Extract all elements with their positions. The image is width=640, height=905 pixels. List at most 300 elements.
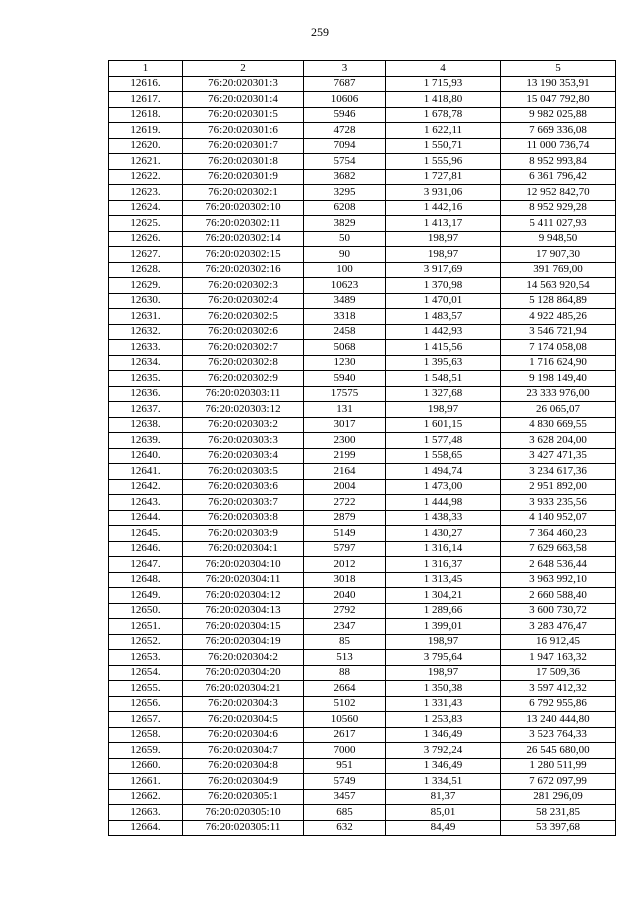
table-row [109,278,616,294]
row-number-cell: 12624. [109,200,183,216]
specific-value-cell: 1 555,96 [386,154,501,170]
table-row [109,526,616,542]
cadastral-value-cell: 26 545 680,00 [501,743,616,759]
area-cell: 5068 [304,340,386,356]
area-cell: 50 [304,231,386,247]
table-row [109,231,616,247]
specific-value-cell: 1 327,68 [386,386,501,402]
cadastral-number-cell: 76:20:020303:8 [183,510,304,526]
specific-value-cell: 1 715,93 [386,76,501,92]
cadastral-value-cell: 7 174 058,08 [501,340,616,356]
cadastral-value-cell: 8 952 929,28 [501,200,616,216]
table-row [109,216,616,232]
area-cell: 513 [304,650,386,666]
cadastral-value-cell: 13 240 444,80 [501,712,616,728]
table-row [109,634,616,650]
specific-value-cell: 1 370,98 [386,278,501,294]
cadastral-number-cell: 76:20:020304:20 [183,665,304,681]
row-number-cell: 12638. [109,417,183,433]
cadastral-value-cell: 15 047 792,80 [501,92,616,108]
specific-value-cell: 1 350,38 [386,681,501,697]
cadastral-number-cell: 76:20:020302:15 [183,247,304,263]
specific-value-cell: 84,49 [386,820,501,836]
cadastral-number-cell: 76:20:020303:7 [183,495,304,511]
specific-value-cell: 1 442,93 [386,324,501,340]
table-row [109,572,616,588]
area-cell: 10606 [304,92,386,108]
cadastral-value-cell: 1 716 624,90 [501,355,616,371]
specific-value-cell: 1 316,37 [386,557,501,573]
cadastral-number-cell: 76:20:020304:6 [183,727,304,743]
table-row [109,650,616,666]
cadastral-value-cell: 23 333 976,00 [501,386,616,402]
row-number-cell: 12663. [109,805,183,821]
specific-value-cell: 85,01 [386,805,501,821]
cadastral-value-cell: 6 792 955,86 [501,696,616,712]
specific-value-cell: 1 334,51 [386,774,501,790]
cadastral-number-cell: 76:20:020301:6 [183,123,304,139]
table-row [109,619,616,635]
column-header-5: 5 [501,61,616,77]
area-cell: 17575 [304,386,386,402]
area-cell: 5797 [304,541,386,557]
area-cell: 100 [304,262,386,278]
table-row [109,789,616,805]
row-number-cell: 12633. [109,340,183,356]
cadastral-value-cell: 5 128 864,89 [501,293,616,309]
header-row [109,61,616,77]
area-cell: 2617 [304,727,386,743]
cadastral-number-cell: 76:20:020304:12 [183,588,304,604]
row-number-cell: 12647. [109,557,183,573]
cadastral-value-cell: 4 140 952,07 [501,510,616,526]
row-number-cell: 12626. [109,231,183,247]
area-cell: 5940 [304,371,386,387]
area-cell: 2300 [304,433,386,449]
row-number-cell: 12648. [109,572,183,588]
cadastral-number-cell: 76:20:020302:16 [183,262,304,278]
cadastral-number-cell: 76:20:020305:1 [183,789,304,805]
cadastral-value-cell: 58 231,85 [501,805,616,821]
specific-value-cell: 1 622,11 [386,123,501,139]
specific-value-cell: 1 316,14 [386,541,501,557]
specific-value-cell: 198,97 [386,402,501,418]
cadastral-value-cell: 3 546 721,94 [501,324,616,340]
table-row [109,402,616,418]
row-number-cell: 12646. [109,541,183,557]
row-number-cell: 12634. [109,355,183,371]
row-number-cell: 12657. [109,712,183,728]
area-cell: 6208 [304,200,386,216]
row-number-cell: 12656. [109,696,183,712]
table-row [109,448,616,464]
cadastral-value-cell: 26 065,07 [501,402,616,418]
table-row [109,185,616,201]
table-header [109,61,616,77]
table-row [109,324,616,340]
table-row [109,464,616,480]
cadastral-value-table [108,60,616,836]
specific-value-cell: 1 430,27 [386,526,501,542]
table-row [109,696,616,712]
cadastral-number-cell: 76:20:020305:11 [183,820,304,836]
cadastral-number-cell: 76:20:020304:15 [183,619,304,635]
cadastral-value-cell: 391 769,00 [501,262,616,278]
cadastral-number-cell: 76:20:020304:21 [183,681,304,697]
cadastral-number-cell: 76:20:020301:8 [183,154,304,170]
cadastral-value-cell: 2 648 536,44 [501,557,616,573]
table-row [109,293,616,309]
table-row [109,123,616,139]
cadastral-value-cell: 12 952 842,70 [501,185,616,201]
area-cell: 10623 [304,278,386,294]
specific-value-cell: 1 442,16 [386,200,501,216]
row-number-cell: 12642. [109,479,183,495]
area-cell: 2664 [304,681,386,697]
area-cell: 3829 [304,216,386,232]
area-cell: 3318 [304,309,386,325]
specific-value-cell: 3 792,24 [386,743,501,759]
table-row [109,371,616,387]
specific-value-cell: 1 304,21 [386,588,501,604]
cadastral-number-cell: 76:20:020303:9 [183,526,304,542]
table-row [109,107,616,123]
cadastral-value-cell: 7 672 097,99 [501,774,616,790]
specific-value-cell: 1 601,15 [386,417,501,433]
area-cell: 2792 [304,603,386,619]
cadastral-number-cell: 76:20:020303:2 [183,417,304,433]
row-number-cell: 12645. [109,526,183,542]
table-body [109,76,616,836]
area-cell: 2040 [304,588,386,604]
row-number-cell: 12653. [109,650,183,666]
cadastral-number-cell: 76:20:020304:5 [183,712,304,728]
row-number-cell: 12621. [109,154,183,170]
cadastral-value-cell: 5 411 027,93 [501,216,616,232]
area-cell: 2199 [304,448,386,464]
row-number-cell: 12635. [109,371,183,387]
area-cell: 1230 [304,355,386,371]
cadastral-value-cell: 3 597 412,32 [501,681,616,697]
row-number-cell: 12658. [109,727,183,743]
row-number-cell: 12619. [109,123,183,139]
row-number-cell: 12652. [109,634,183,650]
table-row [109,712,616,728]
row-number-cell: 12622. [109,169,183,185]
table-row [109,200,616,216]
cadastral-number-cell: 76:20:020301:5 [183,107,304,123]
specific-value-cell: 1 470,01 [386,293,501,309]
area-cell: 2347 [304,619,386,635]
specific-value-cell: 1 418,80 [386,92,501,108]
cadastral-number-cell: 76:20:020304:9 [183,774,304,790]
area-cell: 5749 [304,774,386,790]
table-row [109,169,616,185]
row-number-cell: 12650. [109,603,183,619]
table-row [109,262,616,278]
column-header-3: 3 [304,61,386,77]
cadastral-number-cell: 76:20:020302:10 [183,200,304,216]
specific-value-cell: 3 795,64 [386,650,501,666]
specific-value-cell: 3 931,06 [386,185,501,201]
table-row [109,355,616,371]
row-number-cell: 12660. [109,758,183,774]
row-number-cell: 12616. [109,76,183,92]
row-number-cell: 12662. [109,789,183,805]
cadastral-number-cell: 76:20:020303:12 [183,402,304,418]
cadastral-number-cell: 76:20:020301:7 [183,138,304,154]
cadastral-value-cell: 7 629 663,58 [501,541,616,557]
column-header-4: 4 [386,61,501,77]
row-number-cell: 12643. [109,495,183,511]
area-cell: 90 [304,247,386,263]
cadastral-number-cell: 76:20:020302:6 [183,324,304,340]
row-number-cell: 12625. [109,216,183,232]
table-row [109,495,616,511]
row-number-cell: 12664. [109,820,183,836]
specific-value-cell: 1 483,57 [386,309,501,325]
cadastral-number-cell: 76:20:020304:2 [183,650,304,666]
row-number-cell: 12655. [109,681,183,697]
table-row [109,92,616,108]
specific-value-cell: 1 346,49 [386,727,501,743]
table-row [109,417,616,433]
row-number-cell: 12617. [109,92,183,108]
cadastral-value-cell: 3 427 471,35 [501,448,616,464]
specific-value-cell: 1 438,33 [386,510,501,526]
cadastral-value-cell: 4 922 485,26 [501,309,616,325]
table-row [109,510,616,526]
row-number-cell: 12618. [109,107,183,123]
area-cell: 2722 [304,495,386,511]
specific-value-cell: 1 444,98 [386,495,501,511]
specific-value-cell: 1 253,83 [386,712,501,728]
cadastral-value-cell: 7 669 336,08 [501,123,616,139]
area-cell: 3457 [304,789,386,805]
area-cell: 3018 [304,572,386,588]
column-header-2: 2 [183,61,304,77]
area-cell: 951 [304,758,386,774]
table-row [109,758,616,774]
cadastral-number-cell: 76:20:020302:5 [183,309,304,325]
row-number-cell: 12636. [109,386,183,402]
area-cell: 3017 [304,417,386,433]
cadastral-number-cell: 76:20:020302:9 [183,371,304,387]
cadastral-value-cell: 3 523 764,33 [501,727,616,743]
table-row [109,820,616,836]
cadastral-number-cell: 76:20:020302:4 [183,293,304,309]
cadastral-value-cell: 3 283 476,47 [501,619,616,635]
cadastral-number-cell: 76:20:020305:10 [183,805,304,821]
cadastral-value-cell: 53 397,68 [501,820,616,836]
area-cell: 5946 [304,107,386,123]
cadastral-number-cell: 76:20:020302:8 [183,355,304,371]
cadastral-value-cell: 9 982 025,88 [501,107,616,123]
specific-value-cell: 1 473,00 [386,479,501,495]
column-header-1: 1 [109,61,183,77]
table-row [109,743,616,759]
cadastral-number-cell: 76:20:020304:1 [183,541,304,557]
area-cell: 131 [304,402,386,418]
table-row [109,76,616,92]
cadastral-number-cell: 76:20:020301:4 [183,92,304,108]
cadastral-number-cell: 76:20:020304:13 [183,603,304,619]
cadastral-value-cell: 6 361 796,42 [501,169,616,185]
specific-value-cell: 1 313,45 [386,572,501,588]
cadastral-value-cell: 2 660 588,40 [501,588,616,604]
specific-value-cell: 1 413,17 [386,216,501,232]
cadastral-value-cell: 3 963 992,10 [501,572,616,588]
specific-value-cell: 1 346,49 [386,758,501,774]
area-cell: 5754 [304,154,386,170]
table-row [109,154,616,170]
row-number-cell: 12629. [109,278,183,294]
area-cell: 632 [304,820,386,836]
area-cell: 7094 [304,138,386,154]
table-row [109,557,616,573]
row-number-cell: 12627. [109,247,183,263]
area-cell: 3682 [304,169,386,185]
specific-value-cell: 1 395,63 [386,355,501,371]
specific-value-cell: 81,37 [386,789,501,805]
row-number-cell: 12623. [109,185,183,201]
row-number-cell: 12628. [109,262,183,278]
cadastral-number-cell: 76:20:020303:5 [183,464,304,480]
area-cell: 2879 [304,510,386,526]
area-cell: 5102 [304,696,386,712]
row-number-cell: 12661. [109,774,183,790]
cadastral-value-cell: 9 198 149,40 [501,371,616,387]
table-row [109,541,616,557]
area-cell: 7000 [304,743,386,759]
row-number-cell: 12631. [109,309,183,325]
cadastral-number-cell: 76:20:020303:11 [183,386,304,402]
cadastral-value-cell: 3 933 235,56 [501,495,616,511]
table-row [109,386,616,402]
cadastral-number-cell: 76:20:020304:8 [183,758,304,774]
specific-value-cell: 1 678,78 [386,107,501,123]
cadastral-number-cell: 76:20:020304:11 [183,572,304,588]
row-number-cell: 12630. [109,293,183,309]
cadastral-value-cell: 4 830 669,55 [501,417,616,433]
cadastral-value-cell: 9 948,50 [501,231,616,247]
table-row [109,603,616,619]
cadastral-number-cell: 76:20:020301:9 [183,169,304,185]
cadastral-value-cell: 7 364 460,23 [501,526,616,542]
cadastral-value-cell: 2 951 892,00 [501,479,616,495]
specific-value-cell: 198,97 [386,247,501,263]
cadastral-number-cell: 76:20:020301:3 [183,76,304,92]
row-number-cell: 12641. [109,464,183,480]
specific-value-cell: 3 917,69 [386,262,501,278]
cadastral-number-cell: 76:20:020304:19 [183,634,304,650]
area-cell: 2458 [304,324,386,340]
cadastral-number-cell: 76:20:020302:7 [183,340,304,356]
table-row [109,138,616,154]
cadastral-value-cell: 14 563 920,54 [501,278,616,294]
cadastral-number-cell: 76:20:020304:10 [183,557,304,573]
area-cell: 5149 [304,526,386,542]
area-cell: 10560 [304,712,386,728]
row-number-cell: 12640. [109,448,183,464]
row-number-cell: 12632. [109,324,183,340]
cadastral-value-cell: 281 296,09 [501,789,616,805]
specific-value-cell: 1 331,43 [386,696,501,712]
specific-value-cell: 198,97 [386,634,501,650]
cadastral-number-cell: 76:20:020304:3 [183,696,304,712]
cadastral-value-cell: 16 912,45 [501,634,616,650]
table-row [109,247,616,263]
specific-value-cell: 1 548,51 [386,371,501,387]
table-row [109,588,616,604]
cadastral-value-cell: 13 190 353,91 [501,76,616,92]
table-row [109,433,616,449]
specific-value-cell: 1 558,65 [386,448,501,464]
row-number-cell: 12651. [109,619,183,635]
row-number-cell: 12654. [109,665,183,681]
row-number-cell: 12620. [109,138,183,154]
area-cell: 2004 [304,479,386,495]
cadastral-value-cell: 8 952 993,84 [501,154,616,170]
cadastral-number-cell: 76:20:020302:3 [183,278,304,294]
specific-value-cell: 1 550,71 [386,138,501,154]
specific-value-cell: 1 415,56 [386,340,501,356]
cadastral-number-cell: 76:20:020302:14 [183,231,304,247]
area-cell: 3489 [304,293,386,309]
table-row [109,479,616,495]
area-cell: 85 [304,634,386,650]
specific-value-cell: 198,97 [386,231,501,247]
table-row [109,309,616,325]
area-cell: 685 [304,805,386,821]
specific-value-cell: 1 289,66 [386,603,501,619]
cadastral-value-cell: 17 907,30 [501,247,616,263]
cadastral-value-cell: 11 000 736,74 [501,138,616,154]
cadastral-value-cell: 1 947 163,32 [501,650,616,666]
area-cell: 2012 [304,557,386,573]
table-row [109,727,616,743]
cadastral-value-cell: 3 600 730,72 [501,603,616,619]
table-row [109,774,616,790]
row-number-cell: 12639. [109,433,183,449]
row-number-cell: 12659. [109,743,183,759]
cadastral-value-cell: 1 280 511,99 [501,758,616,774]
page-number: 259 [311,25,329,39]
cadastral-number-cell: 76:20:020302:1 [183,185,304,201]
area-cell: 7687 [304,76,386,92]
table-row [109,681,616,697]
specific-value-cell: 1 727,81 [386,169,501,185]
cadastral-value-cell: 17 509,36 [501,665,616,681]
row-number-cell: 12637. [109,402,183,418]
specific-value-cell: 198,97 [386,665,501,681]
area-cell: 3295 [304,185,386,201]
cadastral-number-cell: 76:20:020303:3 [183,433,304,449]
table-row [109,805,616,821]
table-row [109,665,616,681]
area-cell: 88 [304,665,386,681]
cadastral-number-cell: 76:20:020303:6 [183,479,304,495]
specific-value-cell: 1 577,48 [386,433,501,449]
area-cell: 4728 [304,123,386,139]
cadastral-number-cell: 76:20:020303:4 [183,448,304,464]
cadastral-value-cell: 3 234 617,36 [501,464,616,480]
cadastral-number-cell: 76:20:020302:11 [183,216,304,232]
row-number-cell: 12649. [109,588,183,604]
table-row [109,340,616,356]
area-cell: 2164 [304,464,386,480]
specific-value-cell: 1 399,01 [386,619,501,635]
